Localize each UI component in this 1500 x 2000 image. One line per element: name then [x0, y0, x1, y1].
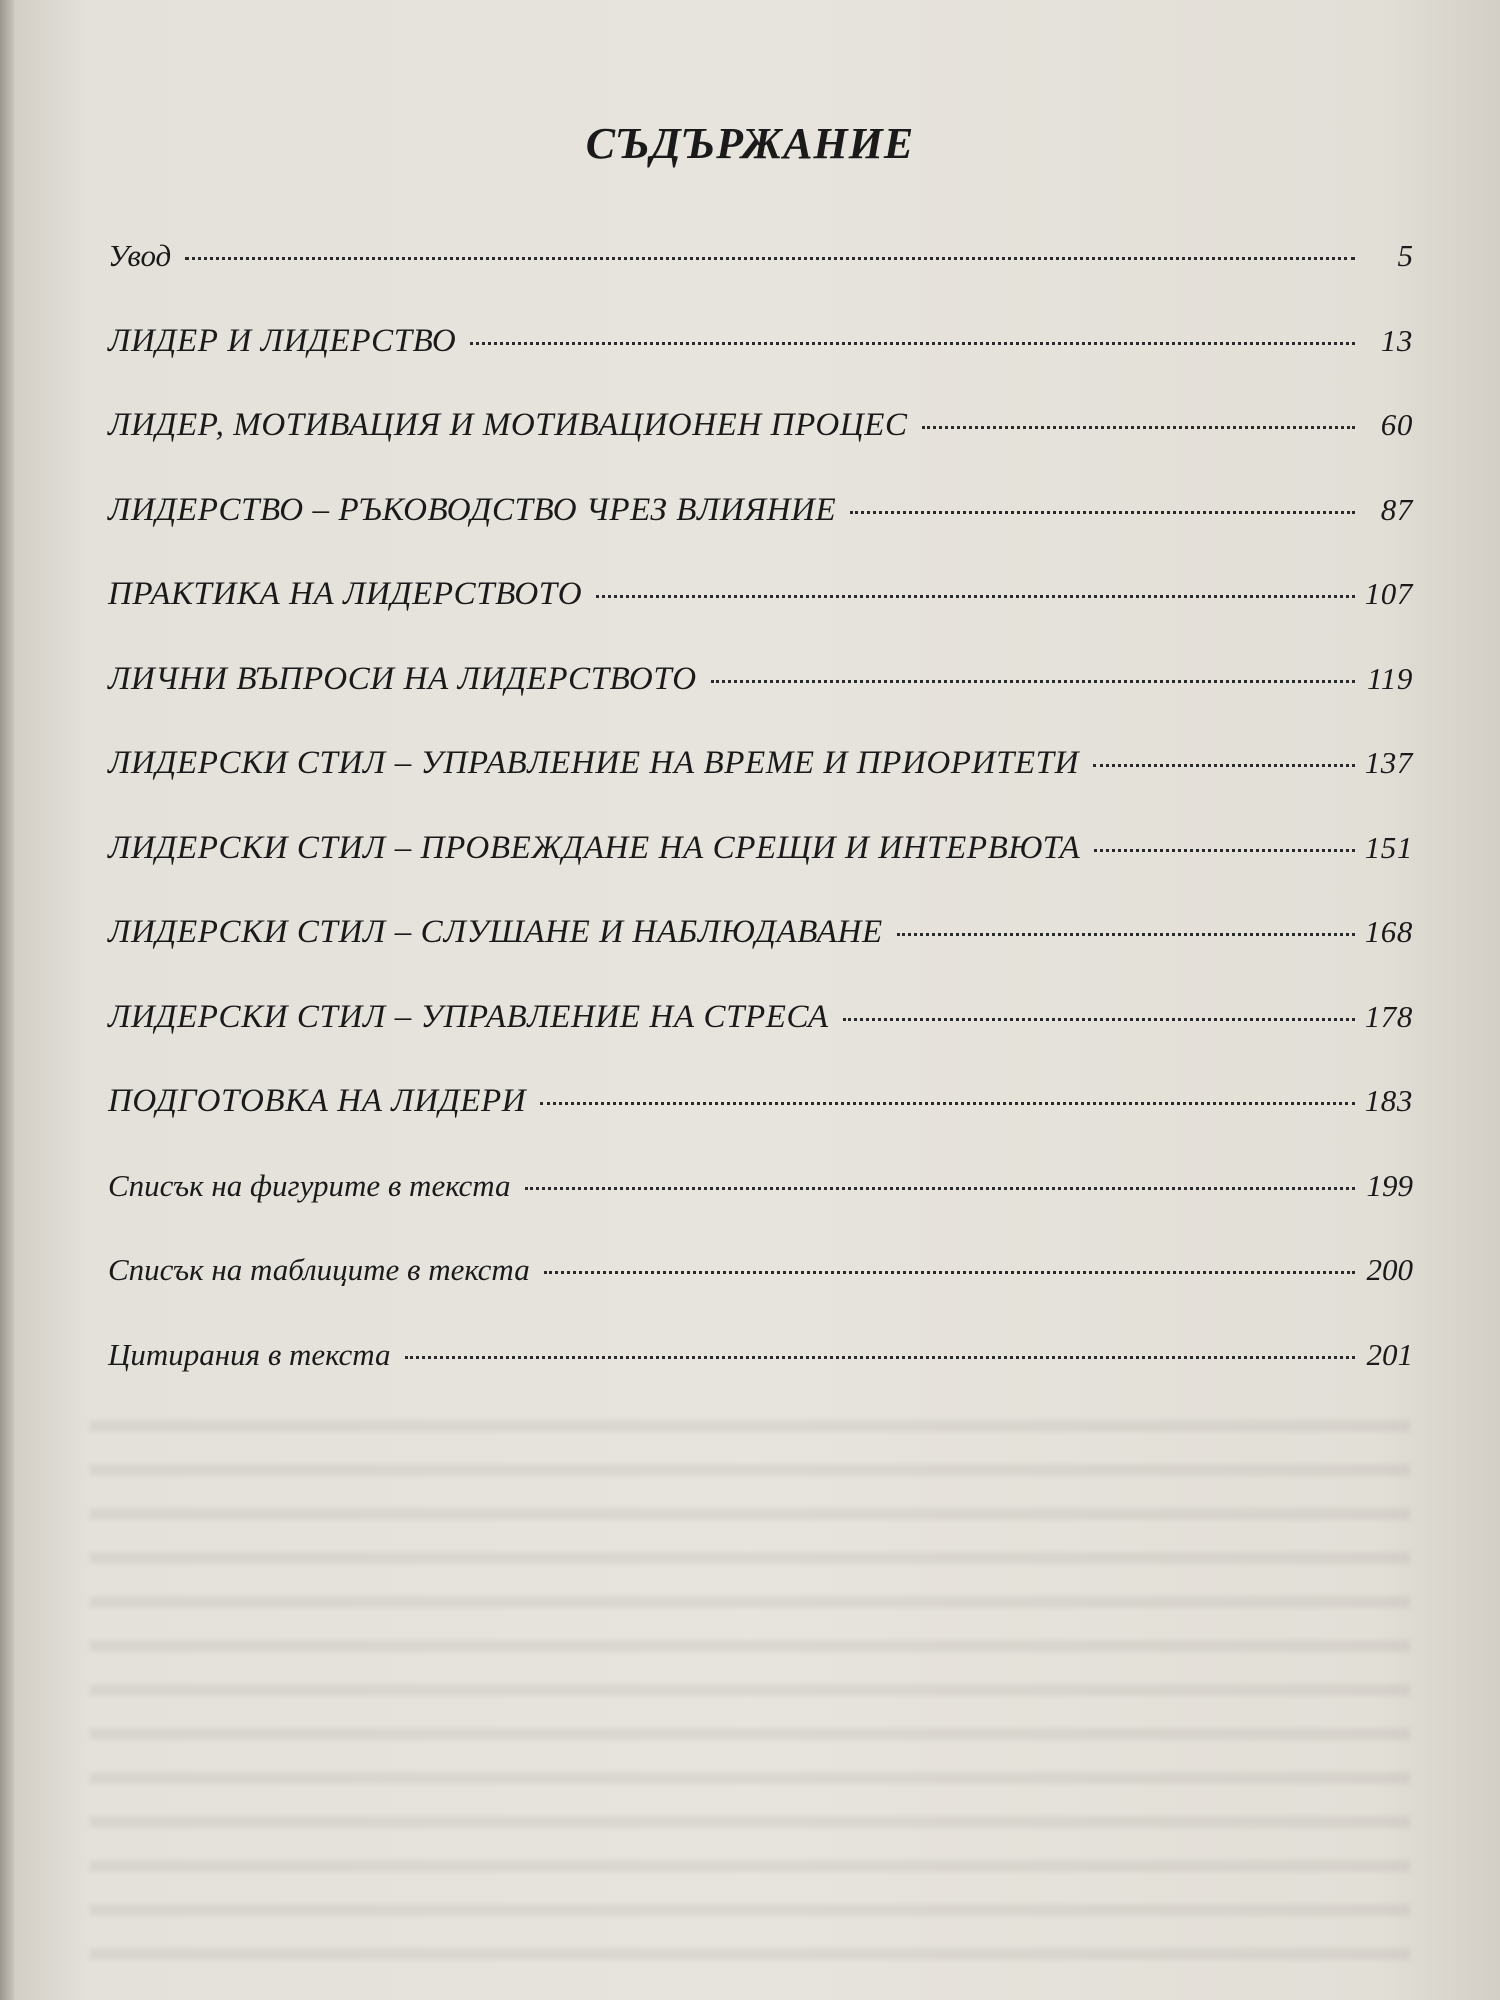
toc-leader-dots [711, 680, 1355, 683]
toc-entry [108, 999, 1413, 1084]
toc-entry [108, 407, 1413, 492]
toc-entry-label: Списък на таблиците в текста [108, 1252, 530, 1287]
toc-entry-label: ЛИДЕРСКИ СТИЛ – ПРОВЕЖДАНЕ НА СРЕЩИ И ИНТЕРВЮТА [108, 829, 1081, 866]
toc-entry [108, 238, 1413, 323]
toc-leader-dots [922, 426, 1355, 429]
toc-leader-dots [850, 511, 1355, 514]
toc-entry-page: 13 [1380, 322, 1413, 358]
toc-entry-label: ЛИДЕРСКИ СТИЛ – УПРАВЛЕНИЕ НА СТРЕСА [108, 998, 829, 1035]
toc-entry-label: Списък на фигурите в текста [108, 1167, 511, 1203]
toc-entry-label: ЛИЧНИ ВЪПРОСИ НА ЛИДЕРСТВОТО [108, 660, 697, 697]
toc-leader-dots [185, 257, 1355, 260]
toc-list [108, 238, 1413, 1421]
toc-leader-dots [897, 933, 1355, 936]
toc-entry-page: 200 [1366, 1252, 1413, 1287]
toc-entry [108, 914, 1413, 999]
show-through-text [90, 1420, 1410, 1980]
toc-entry-label: ЛИДЕР И ЛИДЕРСТВО [108, 322, 457, 359]
toc-entry-label: Увод [108, 238, 172, 273]
toc-entry-page: 5 [1397, 238, 1413, 273]
toc-entry-page: 168 [1364, 914, 1413, 949]
toc-entry [108, 745, 1413, 830]
toc-entry [108, 1252, 1413, 1337]
toc-entry-label: Цитирания в текста [108, 1336, 391, 1372]
toc-entry [108, 576, 1413, 661]
toc-entry-label: ЛИДЕРСКИ СТИЛ – УПРАВЛЕНИЕ НА ВРЕМЕ И ПРИОРИТЕТИ [108, 745, 1080, 781]
toc-leader-dots [540, 1102, 1355, 1105]
page-binding-edge [0, 0, 14, 2000]
toc-entry-label: ЛИДЕРСКИ СТИЛ – СЛУШАНЕ И НАБЛЮДАВАНЕ [108, 914, 883, 950]
toc-leader-dots [470, 342, 1355, 345]
toc-entry-label: ЛИДЕР, МОТИВАЦИЯ И МОТИВАЦИОНЕН ПРОЦЕС [108, 407, 908, 443]
toc-entry [108, 1083, 1413, 1168]
toc-leader-dots [1093, 764, 1355, 767]
toc-entry-page: 178 [1364, 998, 1413, 1034]
toc-entry-page: 201 [1366, 1336, 1413, 1372]
toc-leader-dots [525, 1187, 1355, 1190]
toc-leader-dots [1094, 849, 1355, 852]
toc-entry-page: 60 [1380, 407, 1413, 442]
toc-entry-page: 87 [1380, 491, 1413, 527]
toc-entry-label: ПОДГОТОВКА НА ЛИДЕРИ [108, 1083, 527, 1119]
toc-title: СЪДЪРЖАНИЕ [585, 119, 915, 168]
toc-entry-page: 183 [1364, 1083, 1413, 1118]
toc-entry-label: ПРАКТИКА НА ЛИДЕРСТВОТО [108, 576, 583, 612]
toc-entry-page: 199 [1366, 1167, 1413, 1203]
toc-entry [108, 492, 1413, 577]
toc-entry [108, 1168, 1413, 1253]
toc-entry-page: 119 [1367, 660, 1413, 696]
toc-leader-dots [405, 1356, 1355, 1359]
toc-entry [108, 830, 1413, 915]
toc-entry [108, 323, 1413, 408]
toc-entry-page: 137 [1364, 745, 1413, 780]
toc-leader-dots [596, 595, 1355, 598]
toc-entry [108, 661, 1413, 746]
toc-leader-dots [843, 1018, 1355, 1021]
toc-entry-page: 151 [1364, 829, 1413, 865]
toc-leader-dots [544, 1271, 1355, 1274]
toc-entry-page: 107 [1364, 576, 1413, 611]
toc-entry-label: ЛИДЕРСТВО – РЪКОВОДСТВО ЧРЕЗ ВЛИЯНИЕ [108, 491, 837, 528]
toc-entry [108, 1337, 1413, 1422]
